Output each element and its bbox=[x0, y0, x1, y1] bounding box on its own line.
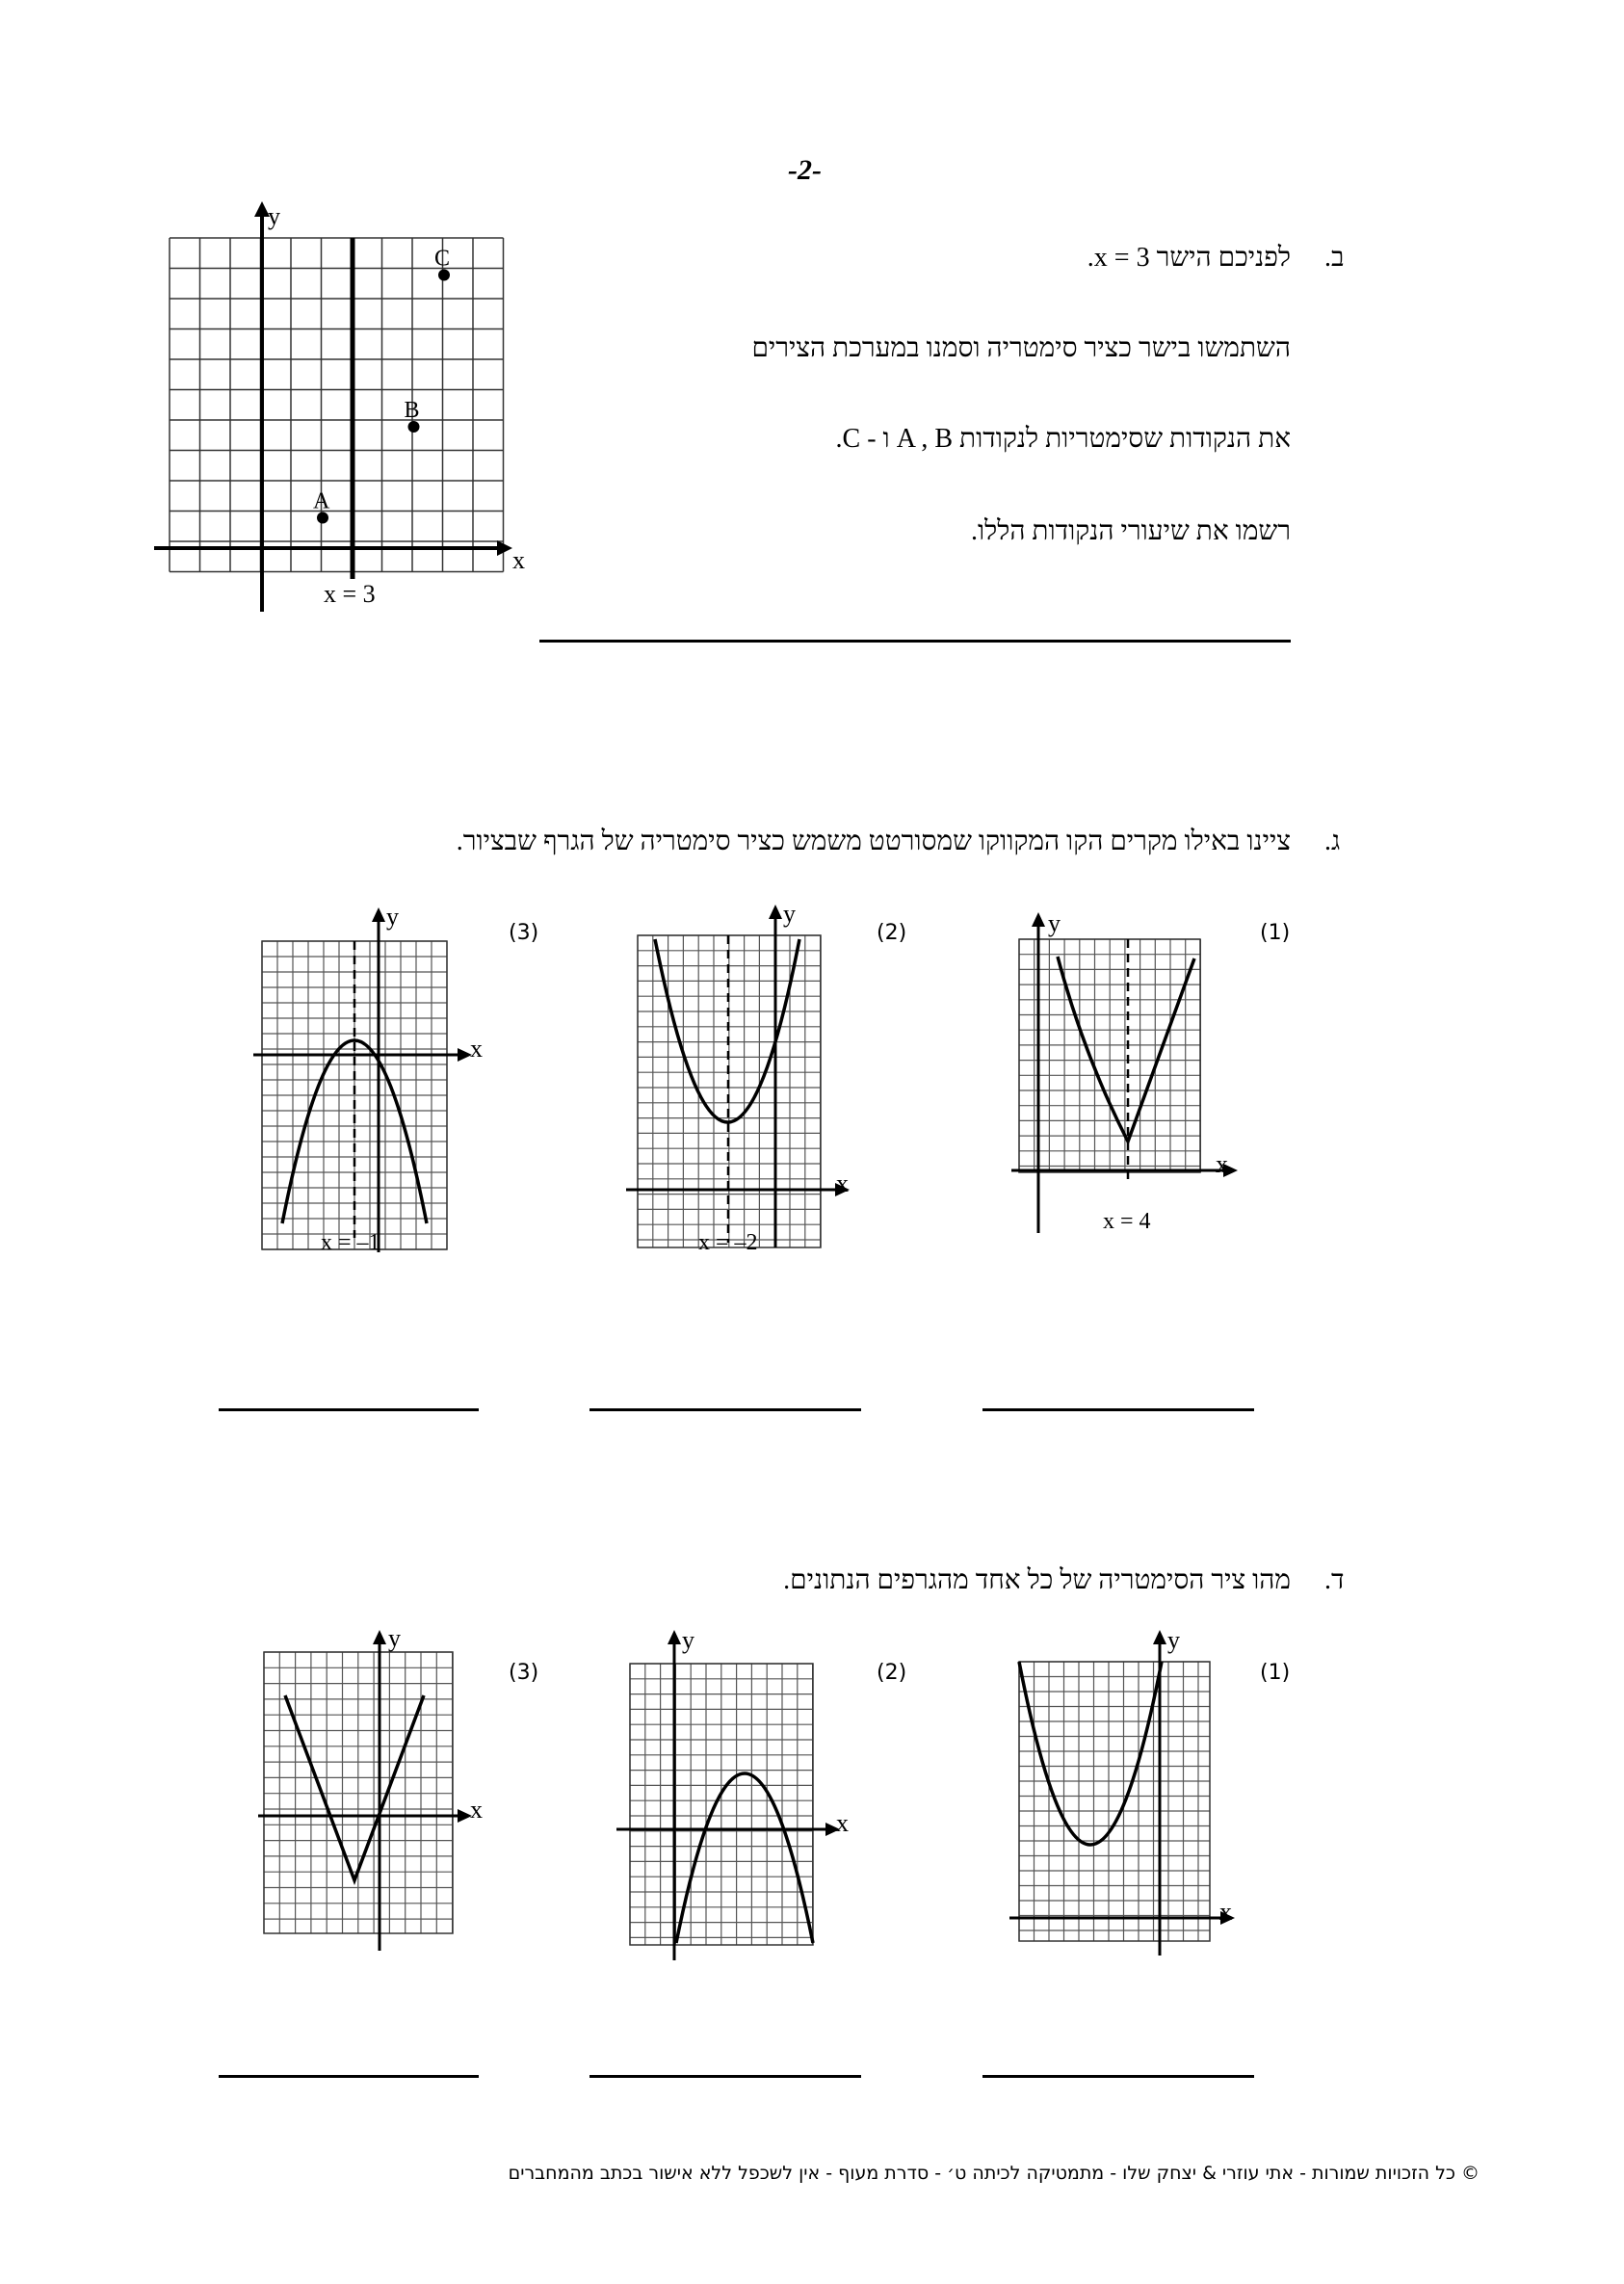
y-axis-label: y bbox=[386, 903, 399, 931]
axes bbox=[154, 201, 512, 612]
graph-d3-number: (3) bbox=[509, 1661, 539, 1685]
graph-d2 bbox=[616, 1623, 862, 1960]
dashed-line-label: x = –2 bbox=[698, 1230, 758, 1255]
page-number: -2- bbox=[788, 154, 822, 186]
grid bbox=[264, 1652, 453, 1933]
question-b-line4: רשמו את שיעורי הנקודות הללו. bbox=[970, 516, 1291, 546]
answer-line-d1[interactable] bbox=[982, 2075, 1254, 2078]
grid bbox=[1019, 1662, 1210, 1941]
dashed-line-label: x = –1 bbox=[321, 1230, 380, 1255]
point-label-c: C bbox=[434, 246, 451, 272]
graph-g3-number: (3) bbox=[509, 921, 539, 945]
curve bbox=[1019, 1662, 1162, 1845]
question-d-text: מהו ציר הסימטריה של כל אחד מהגרפים הנתונים. bbox=[783, 1565, 1291, 1595]
question-b-line3: את הנקודות שסימטריות לנקודות A , B ו - C. bbox=[835, 424, 1291, 454]
y-axis-label: y bbox=[1048, 910, 1061, 937]
question-b-label: ב. bbox=[1324, 243, 1345, 273]
graph-d2-number: (2) bbox=[877, 1661, 907, 1685]
y-axis-label: y bbox=[1167, 1626, 1180, 1654]
question-g-label: ג. bbox=[1324, 827, 1341, 856]
answer-line-b[interactable] bbox=[539, 640, 1291, 643]
question-b-line2: השתמשו בישר כציר סימטריה וסמנו במערכת הצירים bbox=[751, 333, 1291, 363]
y-axis-label: y bbox=[268, 202, 280, 230]
grid bbox=[630, 1664, 813, 1945]
graph-d1 bbox=[1002, 1623, 1247, 1960]
graph-g2 bbox=[616, 901, 862, 1257]
graph-g3 bbox=[249, 901, 499, 1257]
answer-line-g2[interactable] bbox=[589, 1408, 861, 1411]
curve bbox=[285, 1695, 424, 1880]
graph-g1 bbox=[1002, 910, 1243, 1243]
y-axis-label: y bbox=[682, 1626, 694, 1654]
y-axis-label: y bbox=[388, 1624, 401, 1652]
curve bbox=[676, 1773, 813, 1943]
x-axis-label: x bbox=[836, 1809, 849, 1837]
point-label-b: B bbox=[404, 398, 420, 423]
x-axis-label: x bbox=[512, 546, 525, 574]
question-b-line1: לפניכם הישר x = 3. bbox=[1087, 243, 1291, 273]
question-d-label: ד. bbox=[1324, 1565, 1345, 1595]
symmetry-line-label: x = 3 bbox=[324, 580, 376, 608]
x-axis-label: x bbox=[1216, 1150, 1228, 1178]
copyright-footer: © כל הזכויות שמורות - אתי עוזרי & יצחק שלו - מתמטיקה לכיתה ט׳ - סדרת מעוף - אין לשכפל ללא אישור בכתב מהמחברים bbox=[508, 2163, 1480, 2184]
answer-line-g1[interactable] bbox=[982, 1408, 1254, 1411]
graph-d1-number: (1) bbox=[1260, 1661, 1291, 1685]
answer-line-g3[interactable] bbox=[219, 1408, 479, 1411]
question-g-text: ציינו באילו מקרים הקו המקווקו שמסורטט משמש כציר סימטריה של הגרף שבציור. bbox=[456, 827, 1291, 856]
graph-d3 bbox=[249, 1623, 499, 1960]
graph-b bbox=[154, 197, 549, 621]
grid bbox=[170, 238, 504, 572]
x-axis-label: x bbox=[836, 1169, 849, 1197]
answer-line-d3[interactable] bbox=[219, 2075, 479, 2078]
point-label-a: A bbox=[313, 488, 330, 514]
x-axis-label: x bbox=[470, 1796, 483, 1824]
x-axis-label: x bbox=[1219, 1898, 1232, 1926]
dashed-line-label: x = 4 bbox=[1103, 1209, 1151, 1234]
grid bbox=[1019, 939, 1200, 1172]
answer-line-d2[interactable] bbox=[589, 2075, 861, 2078]
graph-g2-number: (2) bbox=[877, 921, 907, 945]
graph-g1-number: (1) bbox=[1260, 921, 1291, 945]
x-axis-label: x bbox=[470, 1035, 483, 1063]
y-axis-label: y bbox=[783, 901, 796, 928]
